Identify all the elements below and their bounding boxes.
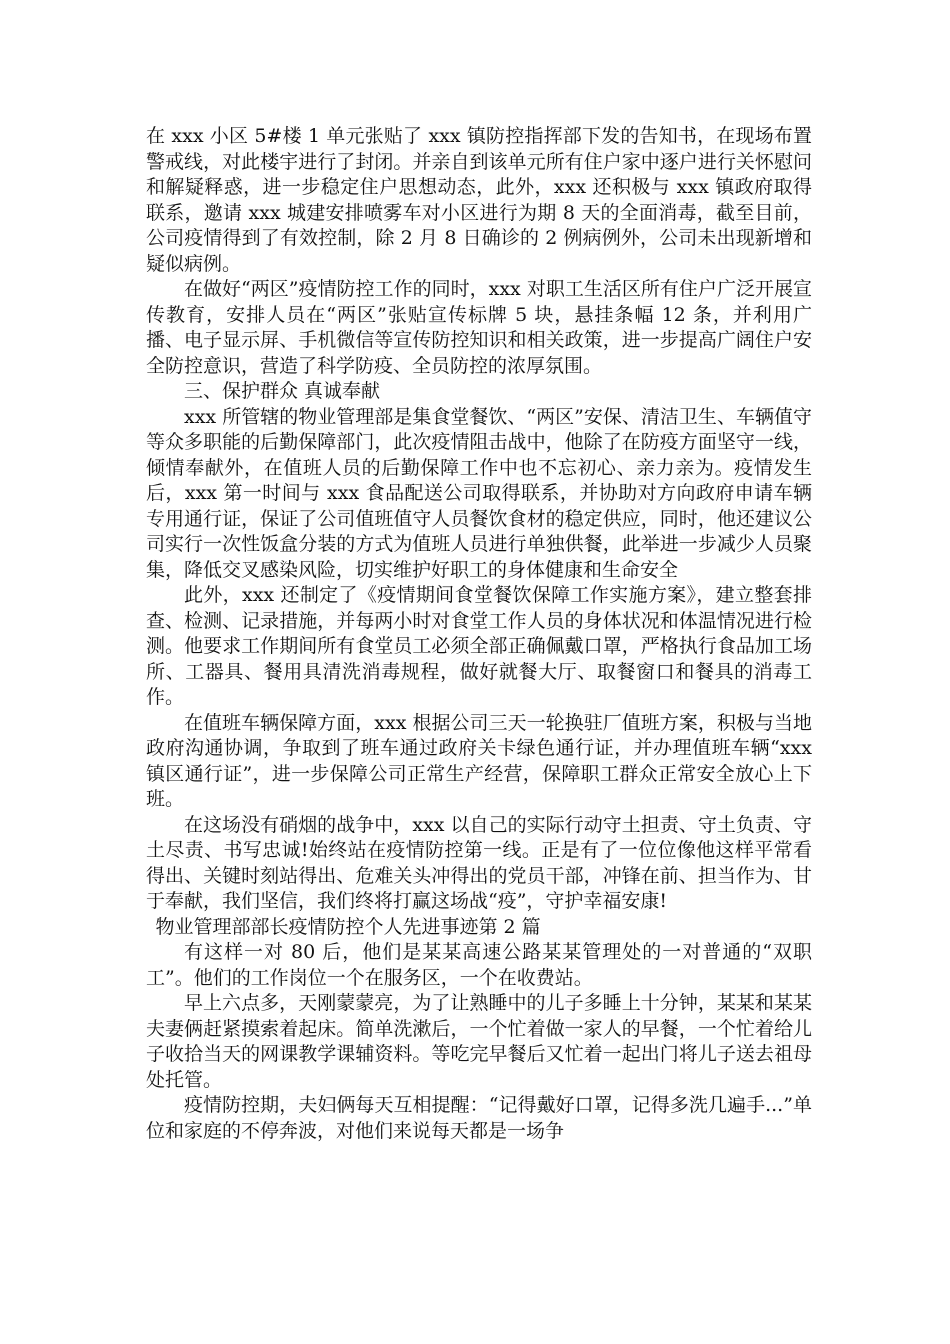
article-title: 物业管理部部长疫情防控个人先进事迹第 2 篇 [155,915,541,938]
paragraph-reminder: 疫情防控期，夫妇俩每天互相提醒：“记得戴好口罩，记得多洗几遍手...”单位和家庭的不停奔波，对他们来说每天都是一场争 [146,1094,812,1142]
section-heading: 三、保护群众 真诚奉献 [184,380,381,402]
paragraph-morning: 早上六点多，天刚蒙蒙亮，为了让熟睡中的儿子多睡上十分钟，某某和某某夫妻俩赶紧摸索着起床。简单洗漱后，一个忙着做一家人的早餐，一个忙着给儿子收拾当天的网课教学课辅资料。等吃完早餐后又忙着一起出门将儿子送去祖母处托管。 [146,992,812,1091]
paragraph-vehicle: 在值班车辆保障方面，xxx 根据公司三天一轮换驻厂值班方案，积极与当地政府沟通协调，争取到了班车通过政府关卡绿色通行证，并办理值班车辆“xxx 镇区通行证”，进一步保障公司正常生产经营，保障职工群众正常安全放心上下班。 [146,711,812,810]
paragraph-couple-intro: 有这样一对 80 后，他们是某某高速公路某某管理处的一对普通的“双职工”。他们的工作岗位一个在服务区，一个在收费站。 [146,941,812,989]
paragraph-conclusion: 在这场没有硝烟的战争中，xxx 以自己的实际行动守土担责、守土负责、守土尽责、书写忠诚!始终站在疫情防控第一线。正是有了一位位像他这样平常看得出、关键时刻站得出、危难关头冲得出的党员干部，冲锋在前、担当作为、甘于奉献，我们坚信，我们终将打赢这场战“疫”，守护幸福安康! [146,813,812,912]
document-body [146,124,812,1144]
paragraph-logistics: xxx 所管辖的物业管理部是集食堂餐饮、“两区”安保、清洁卫生、车辆值守等众多职能的后勤保障部门，此次疫情阻击战中，他除了在防疫方面坚守一线，倾情奉献外，在值班人员的后勤保障工作中也不忘初心、亲力亲为。疫情发生后，xxx 第一时间与 xxx 食品配送公司取得联系，并协助对方向政府申请车辆专用通行证，保证了公司值班值守人员餐饮食材的稳定供应，同时，他还建议公司实行一次性饭盒分装的方式为值班人员进行单独供餐，此举进一步减少人员聚集，降低交叉感染风险，切实维护好职工的身体健康和生命安全 [146,405,812,581]
paragraph-publicity: 在做好“两区”疫情防控工作的同时，xxx 对职工生活区所有住户广泛开展宣传教育，安排人员在“两区”张贴宣传标牌 5 块，悬挂条幅 12 条，并利用广播、电子显示屏、手机微信等宣传防控知识和相关政策，进一步提高广阔住户安全防控意识，营造了科学防疫、全员防控的浓厚氛围。 [146,278,812,377]
paragraph-continuation: 在 xxx 小区 5#楼 1 单元张贴了 xxx 镇防控指挥部下发的告知书，在现场布置警戒线，对此楼宇进行了封闭。并亲自到该单元所有住户家中逐户进行关怀慰问和解疑释惑，进一步稳定住户思想动态，此外，xxx 还积极与 xxx 镇政府取得联系，邀请 xxx 城建安排喷雾车对小区进行为期 8 天的全面消毒，截至目前，公司疫情得到了有效控制，除 2 月 8 日确诊的 2 例病例外，公司未出现新增和疑似病例。 [146,125,812,275]
paragraph-canteen-plan: 此外，xxx 还制定了《疫情期间食堂餐饮保障工作实施方案》，建立整套排查、检测、记录措施，并每两小时对食堂工作人员的身体状况和体温情况进行检测。他要求工作期间所有食堂员工必须全部正确佩戴口罩，严格执行食品加工场所、工器具、餐用具清洗消毒规程，做好就餐大厅、取餐窗口和餐具的消毒工作。 [146,584,812,708]
